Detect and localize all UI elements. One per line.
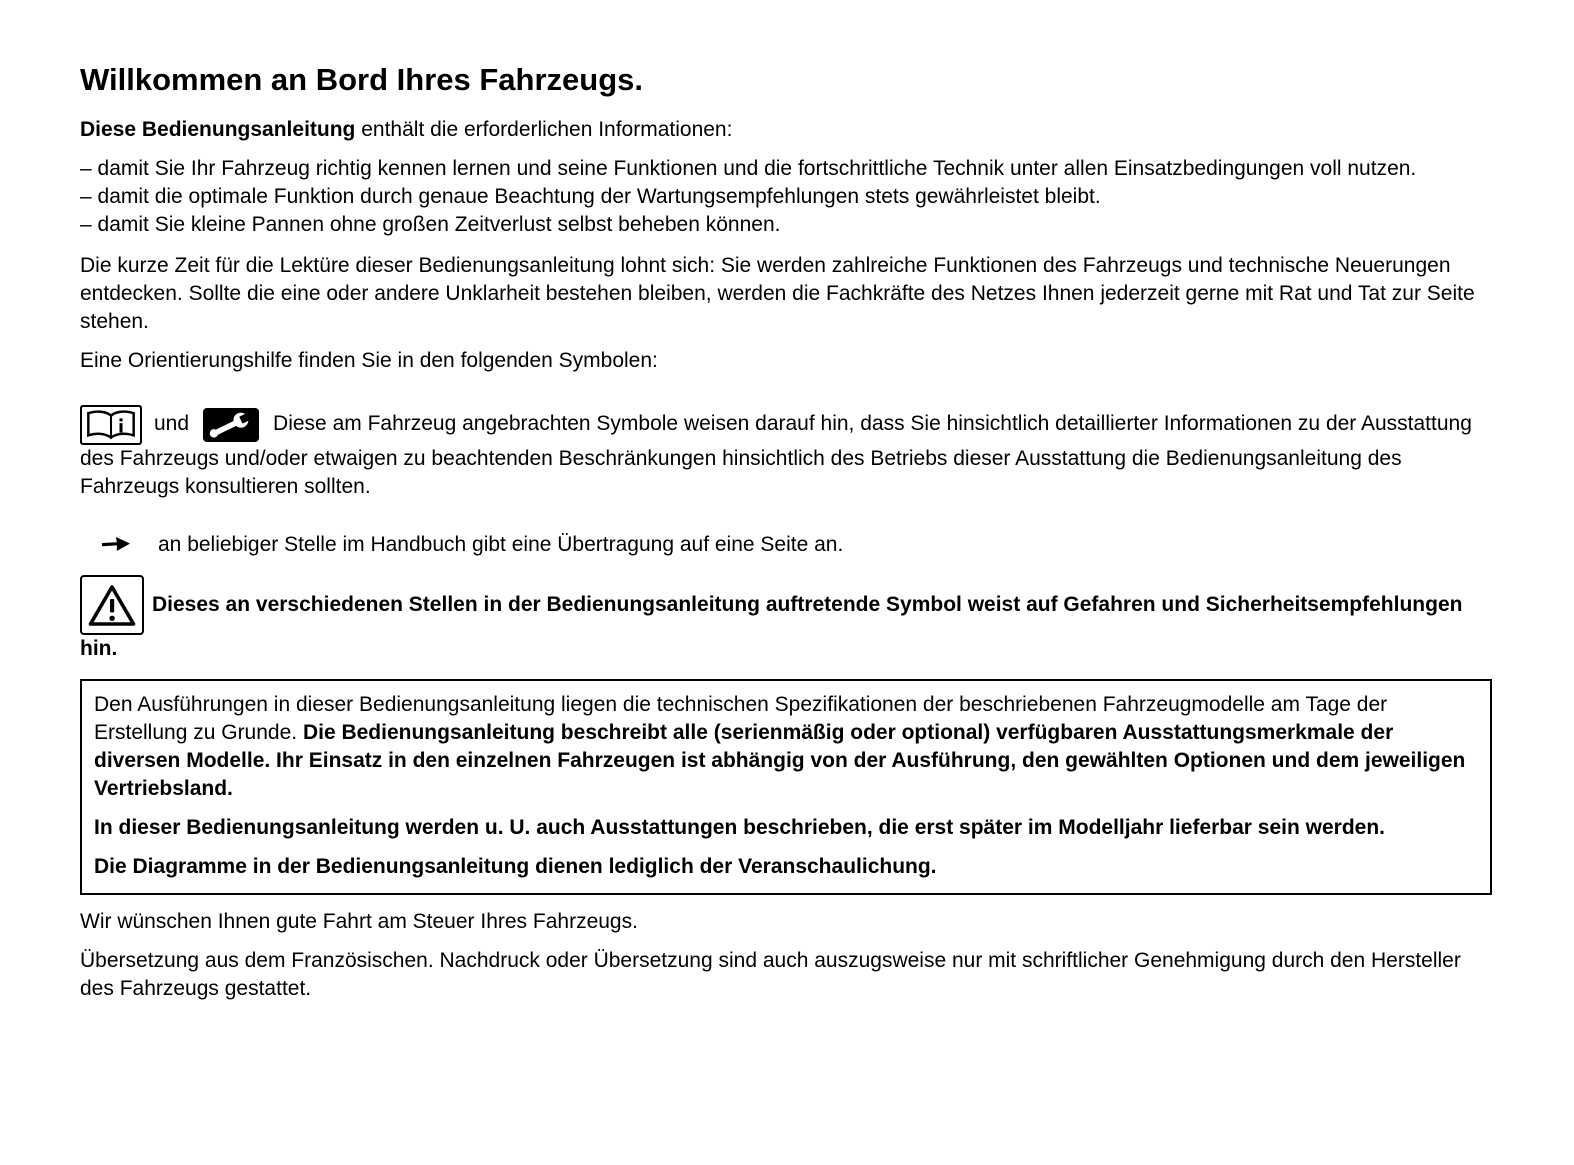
symbols-text: Diese am Fahrzeug angebrachten Symbole weisen darauf hin, dass Sie hinsichtlich detaillierter Informationen zu der Ausstattung des Fahrzeugs und/oder etwaigen zu beachtenden Beschränkungen hinsichtlich des Betriebs dieser Ausstattung die Bedienungsanleitung des Fahrzeugs konsultieren sollten.: [80, 412, 1472, 498]
cross-reference-note: [80, 531, 1492, 559]
closing-paragraph: Wir wünschen Ihnen gute Fahrt am Steuer Ihres Fahrzeugs.: [80, 910, 638, 933]
notice-box: [80, 679, 1492, 895]
notice-p1-regular: Den Ausführungen in dieser Bedienungsanleitung liegen die technischen Spezifikationen der beschriebenen Fahrzeugmodelle am Tage der Erstellung zu Grunde.: [94, 693, 1388, 744]
bullet-item-2: – damit die optimale Funktion durch genaue Beachtung der Wartungsempfehlungen stets gewährleistet bleibt.: [80, 185, 1101, 208]
notice-paragraph-2: In dieser Bedienungsanleitung werden u. U. auch Ausstattungen beschrieben, die erst später im Modelljahr lieferbar sein werden.: [94, 816, 1386, 839]
intro-bold-text: Diese Bedienungsanleitung: [80, 118, 356, 141]
cross-reference-text: an beliebiger Stelle im Handbuch gibt eine Übertragung auf eine Seite an.: [158, 533, 844, 556]
notice-paragraph-3: Die Diagramme in der Bedienungsanleitung dienen lediglich der Veranschaulichung.: [94, 855, 937, 878]
warning-triangle-icon: [80, 575, 144, 635]
bullet-list: [80, 155, 1492, 239]
bullet-item-3: – damit Sie kleine Pannen ohne großen Zeitverlust selbst beheben können.: [80, 213, 781, 236]
benefits-paragraph: Die kurze Zeit für die Lektüre dieser Bedienungsanleitung lohnt sich: Sie werden zahlreiche Funktionen des Fahrzeugs und technische Neuerungen entdecken. Sollte die eine oder andere Unklarheit bestehen bleiben, werden die Fachkräfte des Netzes Ihnen jederzeit gerne mit Rat und Tat zur Seite stehen.: [80, 254, 1475, 333]
imprint-paragraph: Übersetzung aus dem Französischen. Nachdruck oder Übersetzung sind auch auszugsweise nur mit schriftlicher Genehmigung durch den Hersteller des Fahrzeugs gestattet.: [80, 949, 1461, 1000]
symbols-paragraph: [80, 405, 1492, 501]
open-manual-book-icon: [80, 405, 142, 445]
intro-rest-text: enthält die erforderlichen Informationen:: [355, 118, 733, 141]
arrow-right-icon: [102, 536, 130, 553]
symbols-connector-text: und: [154, 412, 190, 435]
orientation-paragraph: Eine Orientierungshilfe finden Sie in den folgenden Symbolen:: [80, 349, 658, 372]
notice-p1-bold: Die Bedienungsanleitung beschreibt alle (serienmäßig oder optional) verfügbaren Ausstattungsmerkmale der diversen Modelle. Ihr Einsatz in den einzelnen Fahrzeugen ist abhängig von der Ausführung, den gewählten Optionen und dem jeweiligen Vertriebsland.: [94, 721, 1466, 800]
warning-paragraph: [80, 575, 1492, 663]
warning-text: Dieses an verschiedenen Stellen in der Bedienungsanleitung auftretende Symbol weist auf Gefahren und Sicherheitsempfehlungen hin.: [80, 593, 1463, 660]
intro-paragraph: [80, 116, 1492, 144]
wrench-icon: [203, 408, 259, 442]
notice-paragraph-1: [94, 691, 1478, 803]
bullet-item-1: – damit Sie Ihr Fahrzeug richtig kennen lernen und seine Funktionen und die fortschrittliche Technik unter allen Einsatzbedingungen voll nutzen.: [80, 157, 1417, 180]
page-title: Willkommen an Bord Ihres Fahrzeugs.: [80, 62, 643, 97]
